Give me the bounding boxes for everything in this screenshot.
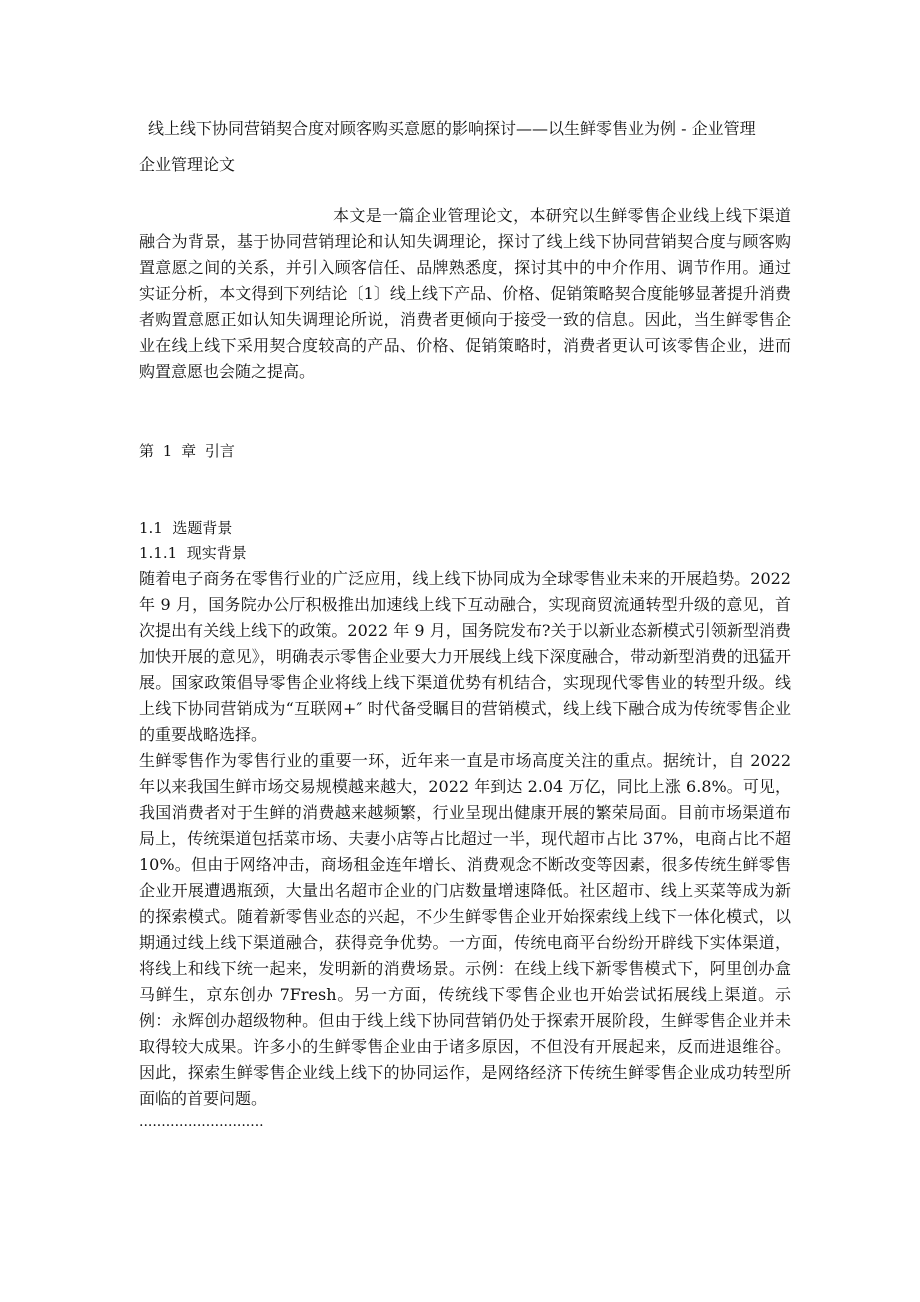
body-paragraph: 生鲜零售作为零售行业的重要一环，近年来一直是市场高度关注的重点。据统计，自 2022 年以来我国生鲜市场交易规模越来越大，2022 年到达 2.04 万亿，同比上涨 6.8%。可见，我国消费者对于生鲜的消费越来越频繁，行业呈现出健康开展的繁荣局面。目前市场渠道布局上，传统渠道包括菜市场、夫妻小店等占比超过一半，现代超市占比 37%，电商占比不超 10%。但由于网络冲击，商场租金连年增长、消费观念不断改变等因素，很多传统生鲜零售企业开展遭遇瓶颈，大量出名超市企业的门店数量增速降低。社区超市、线上买菜等成为新的探索模式。随着新零售业态的兴起，不少生鲜零售企业开始探索线上线下一体化模式，以期通过线上线下渠道融合，获得竞争优势。一方面，传统电商平台纷纷开辟线下实体渠道，将线上和线下统一起来，发明新的消费场景。示例：在线上线下新零售模式下，阿里创办盒马鲜生，京东创办 7Fresh。另一方面，传统线下零售企业也开始尝试拓展线上渠道。示例：永辉创办超级物种。但由于线上线下协同营销仍处于探索开展阶段，生鲜零售企业并未取得较大成果。许多小的生鲜零售企业由于诸多原因，不但没有开展起来，反而进退维谷。因此，探索生鲜零售企业线上线下的协同运作，是网络经济下传统生鲜零售企业成功转型所面临的首要问题。 — [139, 751, 791, 1108]
subsection-heading: 1.1.1 现实背景 — [139, 544, 247, 562]
body-paragraph: 随着电子商务在零售行业的广泛应用，线上线下协同成为全球零售业未来的开展趋势。2022年 9 月，国务院办公厅积极推出加速线上线下互动融合，实现商贸流通转型升级的意见，首次提出有关线上线下的政策。2022 年 9 月，国务院发布?关于以新业态新模式引领新型消费加快开展的意见》，明确表示零售企业要大力开展线上线下深度融合，带动新型消费的迅猛开展。国家政策倡导零售企业将线上线下渠道优势有机结合，实现现代零售业的转型升级。线上线下协同营销成为“互联网+″ 时代备受瞩目的营销模式，线上线下融合成为传统零售企业的重要战略选择。 — [139, 569, 791, 744]
document-title: 线上线下协同营销契合度对顾客购买意愿的影响探讨——以生鲜零售业为例 - 企业管理 — [148, 119, 756, 138]
ellipsis-separator: ............................ — [139, 1114, 264, 1130]
abstract-paragraph: 本文是一篇企业管理论文，本研究以生鲜零售企业线上线下渠道融合为背景，基于协同营销理论和认知失调理论，探讨了线上线下协同营销契合度与顾客购置意愿之间的关系，并引入顾客信任、品牌熟悉度，探讨其中的中介作用、调节作用。通过实证分析，本文得到下列结论〔1〕线上线下产品、价格、促销策略契合度能够显著提升消费者购置意愿正如认知失调理论所说，消费者更倾向于接受一致的信息。因此，当生鲜零售企业在线上线下采用契合度较高的产品、价格、促销策略时，消费者更认可该零售企业，进而购置意愿也会随之提高。 — [139, 206, 791, 381]
document-category: 企业管理论文 — [139, 155, 236, 174]
chapter-heading: 第 1 章 引言 — [139, 442, 235, 460]
section-heading: 1.1 选题背景 — [139, 519, 233, 537]
